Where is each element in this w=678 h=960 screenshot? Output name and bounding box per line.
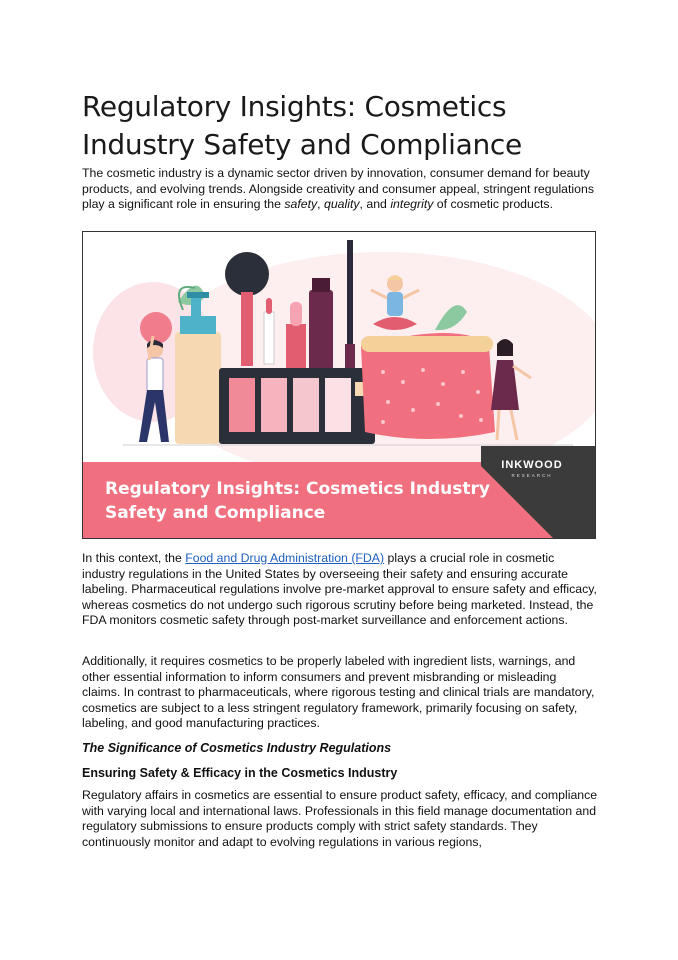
- brand-sub: RESEARCH: [511, 473, 553, 478]
- sponge-icon: [140, 312, 172, 344]
- banner-headline-line2: Safety and Compliance: [105, 503, 326, 523]
- fda-before-link: In this context, the: [82, 551, 186, 565]
- cosmetics-illustration: [83, 232, 595, 538]
- lipstick-tip: [266, 298, 272, 314]
- bag-clasp: [361, 336, 493, 352]
- lipstick-white: [264, 312, 274, 364]
- woman-right-hair: [497, 339, 513, 356]
- mascara-wand-handle: [345, 344, 355, 370]
- woman-left-shirt: [147, 358, 163, 392]
- brush-handle: [241, 292, 253, 366]
- lipstick-pink: [286, 324, 306, 368]
- palette-shade-1: [229, 378, 255, 432]
- intro-text: The cosmetic industry is a dynamic sector driven by innovation, consumer demand for beauty products, and evolving trends. Alongside creativity and consumer appeal, stringent regulations play a significant role in ensuring the: [82, 166, 594, 212]
- intro-safety: safety: [284, 197, 318, 212]
- woman-right-leg: [497, 410, 499, 440]
- mascara-tube: [309, 290, 333, 370]
- paragraph-fda: [82, 551, 598, 629]
- paragraph-labeling: Additionally, it requires cosmetics to be properly labeled with ingredient lists, warnings, and other essential information to inform consumers and prevent misbranding or misleading claims. In contrast to pharmaceuticals, where rigorous testing and clinical trials are mandatory, cosmetics are subject to a less stringent regulatory framework, primarily focusing on safety, labeling, and good manufacturing practices.: [82, 654, 595, 731]
- intro-paragraph: [82, 166, 598, 213]
- intro-integrity: integrity: [390, 197, 434, 212]
- page-title: Regulatory Insights: Cosmetics Industry Safety and Compliance: [82, 90, 522, 161]
- lipstick-pink-tip: [290, 302, 302, 326]
- palette-shade-4: [325, 378, 351, 432]
- intro-sep2: , and: [359, 197, 391, 212]
- intro-end: of cosmetic products.: [433, 197, 553, 212]
- mascara-cap: [312, 278, 330, 292]
- woman-sitting-shirt: [387, 292, 403, 316]
- palette-shade-3: [293, 378, 319, 432]
- brand-name: INKWOOD: [501, 459, 563, 471]
- intro-sep1: ,: [317, 197, 324, 212]
- bottle-cap: [180, 316, 216, 334]
- mascara-wand: [347, 240, 353, 350]
- banner-image: [82, 231, 596, 539]
- fda-after-link: plays a crucial role in cosmetic industry regulations in the United States by overseeing their safety and ensuring accurate labeling. Pharmaceutical regulations involve pre-market approval to ensure safety and efficacy, whereas cosmetics do not undergo such rigorous scrutiny before being marketed. Instead, the FDA monitors cosmetic safety through post-market surveillance and enforcement actions.: [82, 551, 597, 628]
- palette-shade-2: [261, 378, 287, 432]
- banner-headline-line1: Regulatory Insights: Cosmetics Industry: [105, 479, 490, 499]
- heading-significance: The Significance of Cosmetics Industry Regulations: [82, 741, 392, 755]
- paragraph-regulatory-affairs: Regulatory affairs in cosmetics are essential to ensure product safety, efficacy, and compliance with varying local and international laws. Professionals in this field manage documentation and regulatory submissions to ensure products comply with strict safety standards. They continuously monitor and adapt to evolving regulations in various regions,: [82, 788, 598, 849]
- brush-head-icon: [225, 252, 269, 296]
- intro-quality: quality: [324, 197, 360, 212]
- bottle-pump-head: [187, 292, 209, 298]
- fda-link[interactable]: Food and Drug Administration (FDA): [185, 551, 385, 565]
- heading-safety-efficacy: Ensuring Safety & Efficacy in the Cosmetics Industry: [82, 766, 398, 780]
- bottle-body: [175, 332, 221, 444]
